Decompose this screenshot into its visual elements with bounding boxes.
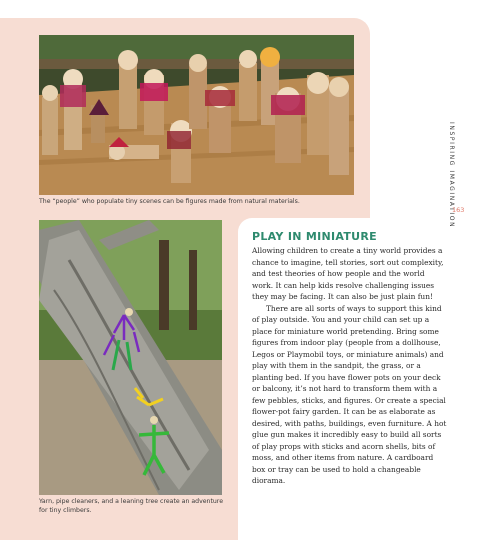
section-body	[252, 245, 448, 487]
body-paragraph-2: There are all sorts of ways to support this kind of play outside. You and your child can set up a place for miniature world pretending. Bring some figures from indoor play (people from a dollhouse, Legos or Playmobil toys, or miniature animals) and play with them in the sandpit, the grass, or a planting bed. If you have flower pots on your deck or balcony, it’s not hard to transform them with a few pebbles, sticks, and figures. Or create a special flower-pot fairy garden. It can be as elaborate as desired, with paths, buildings, even furniture. A hot glue gun makes it incredibly easy to build all sorts of play props with sticks and acorn shells, bits of moss, and other items from nature. A cardboard box or tray can be used to hold a changeable diorama.	[252, 303, 447, 485]
page-number: 163	[452, 206, 465, 214]
photo-caption-top: The “people” who populate tiny scenes can be figures made from natural materials.	[39, 198, 300, 205]
section-heading: PLAY IN MINIATURE	[252, 230, 377, 243]
photo-wooden-figures	[39, 35, 354, 195]
body-paragraph-1: Allowing children to create a tiny world provides a chance to imagine, tell stories, sort out complexity, and test theories of how people and the world work. It can help kids resolve challenging issues they may be facing. It can also be just plain fun!	[252, 246, 444, 301]
running-section-label: INSPIRING IMAGINATION	[448, 122, 455, 229]
photo-leaning-tree	[39, 220, 222, 495]
photo-caption-bottom: Yarn, pipe cleaners, and a leaning tree create an adventure for tiny climbers.	[39, 498, 224, 514]
